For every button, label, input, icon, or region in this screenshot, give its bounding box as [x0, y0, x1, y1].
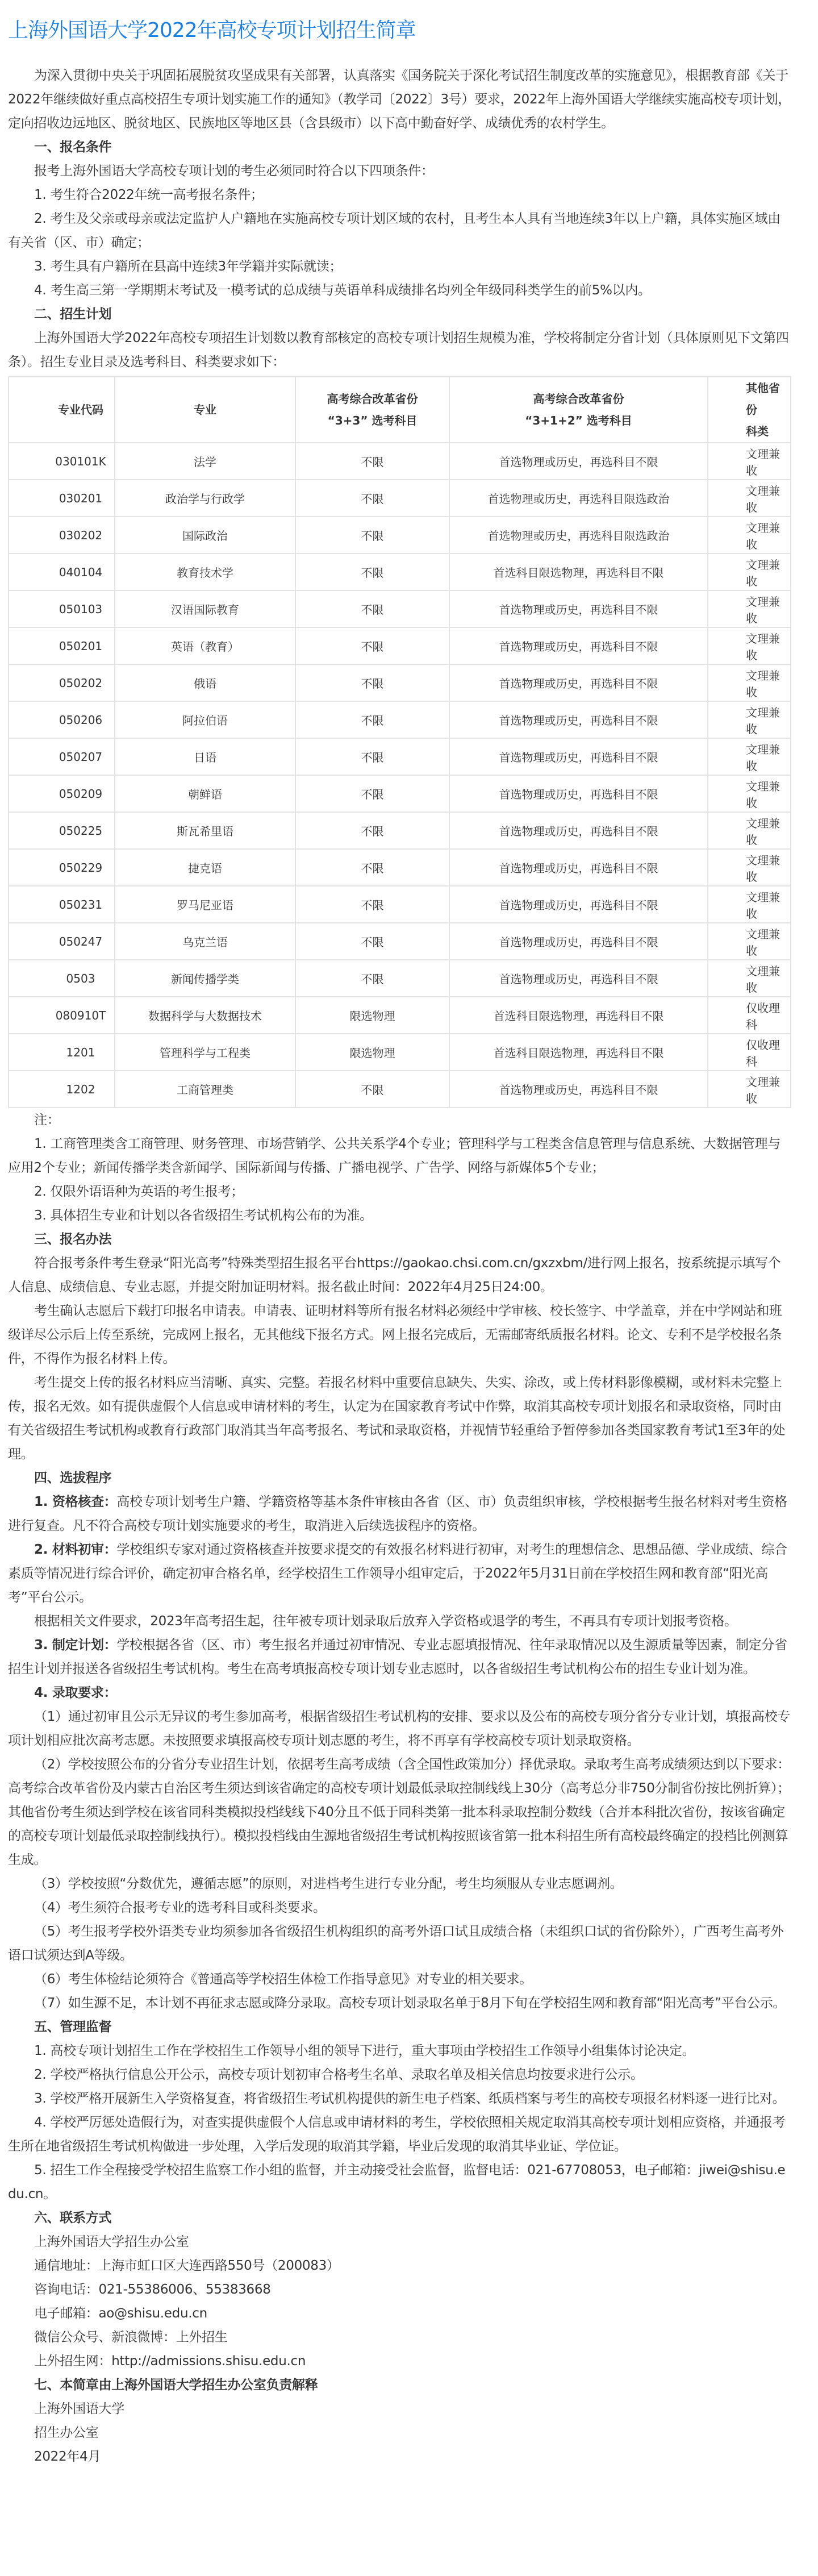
cell-other-provinces-category: 仅收理科 — [708, 997, 791, 1034]
cell-other-provinces-category: 文理兼收 — [708, 812, 791, 849]
cell-other-provinces-category: 文理兼收 — [708, 480, 791, 517]
contact-address: 通信地址：上海市虹口区大连西路550号（200083） — [34, 2258, 340, 2273]
cell-3plus3-subjects: 不限 — [295, 1071, 449, 1108]
cell-major-name: 日语 — [115, 738, 295, 775]
step-text: 高校专项计划考生户籍、学籍资格等基本条件审核由各省（区、市）负责组织审核，学校根据考生报名材料对考生资格进行复查。凡不符合高校专项计划实施要求的考生，取消进入后续选拔程序的资格。 — [8, 1495, 787, 1533]
admission-requirement: （5）考生报考学校外语类专业均须参加各省级招生机构组织的高考外语口试且成绩合格（未组织口试的省份除外），广西考生高考外语口试须达到A等级。 — [8, 1924, 784, 1963]
intro-paragraph: 为深入贯彻中央关于巩固拓展脱贫攻坚成果有关部署，认真落实《国务院关于深化考试招生制度改革的实施意见》，根据教育部《关于2022年继续做好重点高校招生专项计划实施工作的通知》（教学司〔2022〕3号）要求，2022年上海外国语大学继续实施高校专项计划，定向招收边远地区、脱贫地区、民族地区等地区县（含县级市）以下高中勤奋好学、成绩优秀的农村学生。 — [8, 68, 791, 131]
signature-org: 上海外国语大学 — [34, 2402, 124, 2416]
page-title: 上海外国语大学2022年高校专项计划招生简章 — [8, 19, 416, 42]
cell-major-name: 政治学与行政学 — [115, 480, 295, 517]
admission-requirement: （2）学校按照公布的分省分专业招生计划，依据考生高考成绩（含全国性政策加分）择优录取。录取考生高考成绩须达到以下要求：高考综合改革省份及内蒙古自治区考生须达到该省确定的高校专项计划最低录取控制线线上30分（高考总分非750分制省份按比例折算）；其他省份考生须达到学校在该省同科类模拟投档线线下40分且不低于同科类第一批本科录取控制分数线（合并本科批次省份，按该省确定的高校专项计划最低录取控制线执行）。模拟投档线由生源地省级招生考试机构按照该省第一批本科招生所有高校最终确定的投档比例测算生成。 — [8, 1757, 790, 1867]
contact-social: 微信公众号、新浪微博：上外招生 — [34, 2330, 228, 2345]
cell-major-code: 030202 — [9, 517, 115, 554]
cell-3plus1plus2-subjects: 首选科目限选物理，再选科目不限 — [449, 554, 708, 590]
header-3plus1plus2 — [449, 377, 708, 443]
cell-major-name: 工商管理类 — [115, 1071, 295, 1108]
cell-other-provinces-category: 文理兼收 — [708, 627, 791, 664]
selection-step-admission — [8, 1681, 792, 1705]
section-heading-eligibility: 一、报名条件 — [34, 140, 112, 155]
cell-major-name: 斯瓦希里语 — [115, 812, 295, 849]
cell-major-name: 汉语国际教育 — [115, 590, 295, 627]
header-line: 高考综合改革省份 — [533, 392, 624, 406]
cell-major-code: 050207 — [9, 738, 115, 775]
header-major-code: 专业代码 — [9, 377, 115, 443]
signature-office: 招生办公室 — [34, 2425, 99, 2440]
step-label: 4. 录取要求： — [34, 1686, 117, 1700]
cell-3plus3-subjects: 不限 — [295, 627, 449, 664]
header-major: 专业 — [115, 377, 295, 443]
header-other-provinces — [708, 377, 791, 443]
cell-other-provinces-category: 文理兼收 — [708, 701, 791, 738]
cell-3plus1plus2-subjects: 首选物理或历史，再选科目不限 — [449, 923, 708, 960]
cell-3plus1plus2-subjects: 首选物理或历史，再选科目不限 — [449, 775, 708, 812]
cell-3plus3-subjects: 不限 — [295, 960, 449, 997]
section-heading-application: 三、报名办法 — [34, 1232, 112, 1247]
contact-phone: 咨询电话：021-55386006、55383668 — [34, 2282, 271, 2297]
table-row — [9, 849, 791, 886]
supervision-item: 5. 招生工作全程接受学校招生监察工作小组的监督，并主动接受社会监督，监督电话：021-67708053，电子邮箱：jiwei@shisu.edu.cn。 — [8, 2163, 786, 2202]
admission-requirement: （1）通过初审且公示无异议的考生参加高考，根据省级招生考试机构的安排、要求以及公布的高校专项分省分专业计划，填报高校专项计划相应批次高考志愿。未按照要求填报高校专项计划志愿的考生，将不再享有学校高校专项计划录取资格。 — [8, 1709, 790, 1748]
header-line: 科类 — [746, 425, 769, 438]
cell-major-code: 050209 — [9, 775, 115, 812]
step-label: 3. 制定计划： — [34, 1638, 117, 1653]
cell-3plus1plus2-subjects: 首选科目限选物理，再选科目不限 — [449, 1034, 708, 1071]
table-row — [9, 886, 791, 923]
eligibility-item: 4. 考生高三第一学期期末考试及一模考试的总成绩与英语单科成绩排名均列全年级同科类学生的前5%以内。 — [34, 283, 651, 298]
cell-major-code: 1202 — [9, 1071, 115, 1108]
cell-3plus1plus2-subjects: 首选物理或历史，再选科目不限 — [449, 590, 708, 627]
plan-lead: 上海外国语大学2022年高校专项招生计划数以教育部核定的高校专项计划招生规模为准，学校将制定分省计划（具体原则见下文第四条）。招生专业目录及选考科目、科类要求如下： — [8, 331, 789, 369]
cell-3plus3-subjects: 限选物理 — [295, 997, 449, 1034]
table-row — [9, 480, 791, 517]
cell-3plus3-subjects: 不限 — [295, 664, 449, 701]
table-row — [9, 701, 791, 738]
cell-3plus1plus2-subjects: 首选物理或历史，再选科目不限 — [449, 812, 708, 849]
header-line: “3+1+2” 选考科目 — [525, 414, 632, 427]
table-row — [9, 590, 791, 627]
cell-other-provinces-category: 文理兼收 — [708, 443, 791, 480]
cell-other-provinces-category: 文理兼收 — [708, 775, 791, 812]
cell-major-name: 乌克兰语 — [115, 923, 295, 960]
table-row — [9, 997, 791, 1034]
cell-3plus3-subjects: 不限 — [295, 480, 449, 517]
cell-other-provinces-category: 文理兼收 — [708, 554, 791, 590]
cell-3plus1plus2-subjects: 首选物理或历史，再选科目不限 — [449, 960, 708, 997]
table-row — [9, 627, 791, 664]
cell-3plus1plus2-subjects: 首选物理或历史，再选科目不限 — [449, 849, 708, 886]
cell-major-name: 管理科学与工程类 — [115, 1034, 295, 1071]
cell-3plus3-subjects: 不限 — [295, 443, 449, 480]
signature-date: 2022年4月 — [34, 2449, 101, 2464]
cell-major-name: 俄语 — [115, 664, 295, 701]
cell-major-code: 1201 — [9, 1034, 115, 1071]
cell-other-provinces-category: 文理兼收 — [708, 738, 791, 775]
cell-major-code: 050247 — [9, 923, 115, 960]
contact-office: 上海外国语大学招生办公室 — [34, 2234, 189, 2249]
table-row — [9, 1034, 791, 1071]
cell-3plus3-subjects: 不限 — [295, 554, 449, 590]
cell-major-code: 050229 — [9, 849, 115, 886]
cell-major-name: 法学 — [115, 443, 295, 480]
table-row — [9, 517, 791, 554]
cell-major-code: 0503 — [9, 960, 115, 997]
cell-3plus3-subjects: 不限 — [295, 738, 449, 775]
eligibility-item: 2. 考生及父亲或母亲或法定监护人户籍地在实施高校专项计划区域的农村，且考生本人具有当地连续3年以上户籍，具体实施区域由有关省（区、市）确定； — [8, 211, 781, 250]
eligibility-item: 3. 考生具有户籍所在县高中连续3年学籍并实际就读； — [34, 259, 343, 274]
cell-3plus3-subjects: 不限 — [295, 701, 449, 738]
cell-other-provinces-category: 文理兼收 — [708, 1071, 791, 1108]
cell-3plus1plus2-subjects: 首选物理或历史，再选科目不限 — [449, 701, 708, 738]
header-3plus3 — [295, 377, 449, 443]
cell-3plus3-subjects: 不限 — [295, 886, 449, 923]
admission-requirement: （3）学校按照“分数优先，遵循志愿”的原则，对进档考生进行专业分配，考生均须服从专业志愿调剂。 — [34, 1876, 623, 1891]
note-item: 3. 具体招生专业和计划以各省级招生考试机构公布的为准。 — [34, 1208, 373, 1223]
selection-step-review — [8, 1538, 792, 1609]
cell-major-code: 050231 — [9, 886, 115, 923]
application-paragraph: 考生确认志愿后下载打印报名申请表。申请表、证明材料等所有报名材料必须经中学审核、校长签字、中学盖章，并在中学网站和班级详尽公示后上传至系统，完成网上报名，无其他线下报名方式。网上报名完成后，无需邮寄纸质报名材料。论文、专利不是学校报名条件，不得作为报名材料上传。 — [8, 1304, 782, 1366]
cell-other-provinces-category: 文理兼收 — [708, 517, 791, 554]
contact-email: 电子邮箱：ao@shisu.edu.cn — [34, 2306, 207, 2321]
cell-other-provinces-category: 文理兼收 — [708, 664, 791, 701]
supervision-item: 3. 学校严格开展新生入学资格复查，将省级招生考试机构提供的新生电子档案、纸质档案与考生的高校专项报名材料逐一进行比对。 — [34, 2091, 786, 2106]
supervision-item: 2. 学校严格执行信息公开公示，高校专项计划初审合格考生名单、录取名单及相关信息均按要求进行公示。 — [34, 2067, 644, 2082]
majors-table-body — [9, 443, 791, 1108]
eligibility-lead: 报考上海外国语大学高校专项计划的考生必须同时符合以下四项条件： — [34, 164, 434, 178]
cell-major-code: 040104 — [9, 554, 115, 590]
cell-major-name: 捷克语 — [115, 849, 295, 886]
table-row — [9, 775, 791, 812]
supervision-item: 1. 高校专项计划招生工作在学校招生工作领导小组的领导下进行，重大事项由学校招生工作领导小组集体讨论决定。 — [34, 2044, 695, 2058]
notes-label: 注： — [34, 1113, 60, 1127]
majors-table — [8, 376, 791, 1108]
cell-other-provinces-category: 文理兼收 — [708, 849, 791, 886]
section-heading-selection: 四、选拔程序 — [34, 1471, 112, 1485]
cell-3plus1plus2-subjects: 首选物理或历史，再选科目不限 — [449, 1071, 708, 1108]
section-heading-supervision: 五、管理监督 — [34, 2020, 112, 2034]
section-heading-contact: 六、联系方式 — [34, 2211, 112, 2225]
table-row — [9, 443, 791, 480]
bottom-spacer — [8, 2469, 792, 2514]
cell-major-code: 050225 — [9, 812, 115, 849]
step-text: 学校根据各省（区、市）考生报名并通过初审情况、专业志愿填报情况、往年录取情况以及生源质量等因素，制定分省招生计划并报送各省级招生考试机构。考生在高考填报高校专项计划专业志愿时，以各省级招生考试机构公布的招生专业计划为准。 — [8, 1638, 787, 1676]
step-text: 学校组织专家对通过资格核查并按要求提交的有效报名材料进行初审，对考生的理想信念、思想品德、学业成绩、综合素质等情况进行综合评价，确定初审合格名单，经学校招生工作领导小组审定后，于2022年5月31日前在学校招生网和教育部“阳光高考”平台公示。 — [8, 1542, 787, 1605]
cell-major-name: 罗马尼亚语 — [115, 886, 295, 923]
table-row — [9, 923, 791, 960]
cell-major-name: 英语（教育） — [115, 627, 295, 664]
table-row — [9, 664, 791, 701]
admission-requirement: （4）考生须符合报考专业的选考科目或科类要求。 — [34, 1900, 326, 1915]
cell-major-code: 050206 — [9, 701, 115, 738]
cell-3plus1plus2-subjects: 首选物理或历史，再选科目限选政治 — [449, 517, 708, 554]
cell-major-name: 朝鲜语 — [115, 775, 295, 812]
cell-3plus1plus2-subjects: 首选物理或历史，再选科目不限 — [449, 886, 708, 923]
cell-major-code: 050103 — [9, 590, 115, 627]
cell-major-name: 国际政治 — [115, 517, 295, 554]
cell-other-provinces-category: 文理兼收 — [708, 960, 791, 997]
admission-requirement: （7）如生源不足，本计划不再征求志愿或降分录取。高校专项计划录取名单于8月下旬在学校招生网和教育部“阳光高考”平台公示。 — [34, 1996, 786, 2011]
cell-other-provinces-category: 文理兼收 — [708, 923, 791, 960]
cell-3plus1plus2-subjects: 首选物理或历史，再选科目限选政治 — [449, 480, 708, 517]
cell-major-name: 新闻传播学类 — [115, 960, 295, 997]
application-paragraph: 考生提交上传的报名材料应当清晰、真实、完整。若报名材料中重要信息缺失、失实、涂改，或上传材料影像模糊，或材料未完整上传，报名无效。如有提供虚假个人信息或申请材料的考生，认定为在国家教育考试中作弊，取消其高校专项计划报名和录取资格，同时由有关省级招生考试机构或教育行政部门取消其当年高考报名、考试和录取资格，并视情节轻重给予暂停参加各类国家教育考试1至3年的处理。 — [8, 1375, 785, 1462]
table-row — [9, 812, 791, 849]
step-label: 1. 资格核查： — [34, 1495, 117, 1509]
admission-requirement: （6）考生体检结论须符合《普通高等学校招生体检工作指导意见》对专业的相关要求。 — [34, 1972, 532, 1987]
cell-other-provinces-category: 文理兼收 — [708, 886, 791, 923]
cell-3plus3-subjects: 不限 — [295, 849, 449, 886]
cell-3plus3-subjects: 不限 — [295, 812, 449, 849]
cell-major-code: 030201 — [9, 480, 115, 517]
cell-3plus3-subjects: 不限 — [295, 923, 449, 960]
eligibility-item: 1. 考生符合2022年统一高考报名条件； — [34, 188, 264, 202]
supervision-item: 4. 学校严厉惩处造假行为，对查实提供虚假个人信息或申请材料的考生，学校依照相关规定取消其高校专项计划相应资格，并通报考生所在地省级招生考试机构做进一步处理，入学后发现的取消其学籍，毕业后发现的取消其毕业证、学位证。 — [8, 2115, 786, 2154]
cell-3plus3-subjects: 不限 — [295, 517, 449, 554]
cell-major-name: 教育技术学 — [115, 554, 295, 590]
article-body — [8, 64, 792, 2514]
selection-step-plan — [8, 1633, 792, 1681]
selection-step-note: 根据相关文件要求，2023年高考招生起，往年被专项计划录取后放弃入学资格或退学的考生，不再具有专项计划报考资格。 — [34, 1614, 737, 1629]
cell-major-code: 050201 — [9, 627, 115, 664]
cell-3plus1plus2-subjects: 首选物理或历史，再选科目不限 — [449, 664, 708, 701]
table-header-row — [9, 377, 791, 443]
cell-3plus1plus2-subjects: 首选物理或历史，再选科目不限 — [449, 443, 708, 480]
cell-major-name: 数据科学与大数据技术 — [115, 997, 295, 1034]
selection-step-qualification — [8, 1490, 792, 1538]
cell-other-provinces-category: 文理兼收 — [708, 590, 791, 627]
cell-3plus1plus2-subjects: 首选科目限选物理，再选科目不限 — [449, 997, 708, 1034]
cell-3plus3-subjects: 限选物理 — [295, 1034, 449, 1071]
note-item: 2. 仅限外语语种为英语的考生报考； — [34, 1184, 244, 1199]
table-row — [9, 738, 791, 775]
note-item: 1. 工商管理类含工商管理、财务管理、市场营销学、公共关系学4个专业；管理科学与工程类含信息管理与信息系统、大数据管理与应用2个专业；新闻传播学类含新闻学、国际新闻与传播、广播电视学、广告学、网络与新媒体5个专业； — [8, 1137, 781, 1175]
section-heading-plan: 二、招生计划 — [34, 307, 112, 322]
cell-3plus3-subjects: 不限 — [295, 590, 449, 627]
header-line: “3+3” 选考科目 — [327, 414, 418, 427]
header-line: 其他省份 — [746, 381, 780, 417]
cell-3plus1plus2-subjects: 首选物理或历史，再选科目不限 — [449, 627, 708, 664]
table-row — [9, 554, 791, 590]
section-heading-interpretation: 七、本简章由上海外国语大学招生办公室负责解释 — [34, 2378, 318, 2392]
table-row — [9, 1071, 791, 1108]
cell-other-provinces-category: 仅收理科 — [708, 1034, 791, 1071]
cell-major-code: 080910T — [9, 997, 115, 1034]
cell-3plus3-subjects: 不限 — [295, 775, 449, 812]
application-paragraph: 符合报考条件考生登录“阳光高考”特殊类型招生报名平台https://gaokao.chsi.com.cn/gxzxbm/进行网上报名，按系统提示填写个人信息、成绩信息、专业志愿，并提交附加证明材料。报名截止时间：2022年4月25日24:00。 — [8, 1256, 781, 1295]
table-row — [9, 960, 791, 997]
cell-3plus1plus2-subjects: 首选物理或历史，再选科目不限 — [449, 738, 708, 775]
contact-website: 上外招生网：http://admissions.shisu.edu.cn — [34, 2354, 306, 2369]
cell-major-name: 阿拉伯语 — [115, 701, 295, 738]
cell-major-code: 050202 — [9, 664, 115, 701]
step-label: 2. 材料初审： — [34, 1542, 117, 1557]
header-line: 高考综合改革省份 — [327, 392, 418, 406]
cell-major-code: 030101K — [9, 443, 115, 480]
